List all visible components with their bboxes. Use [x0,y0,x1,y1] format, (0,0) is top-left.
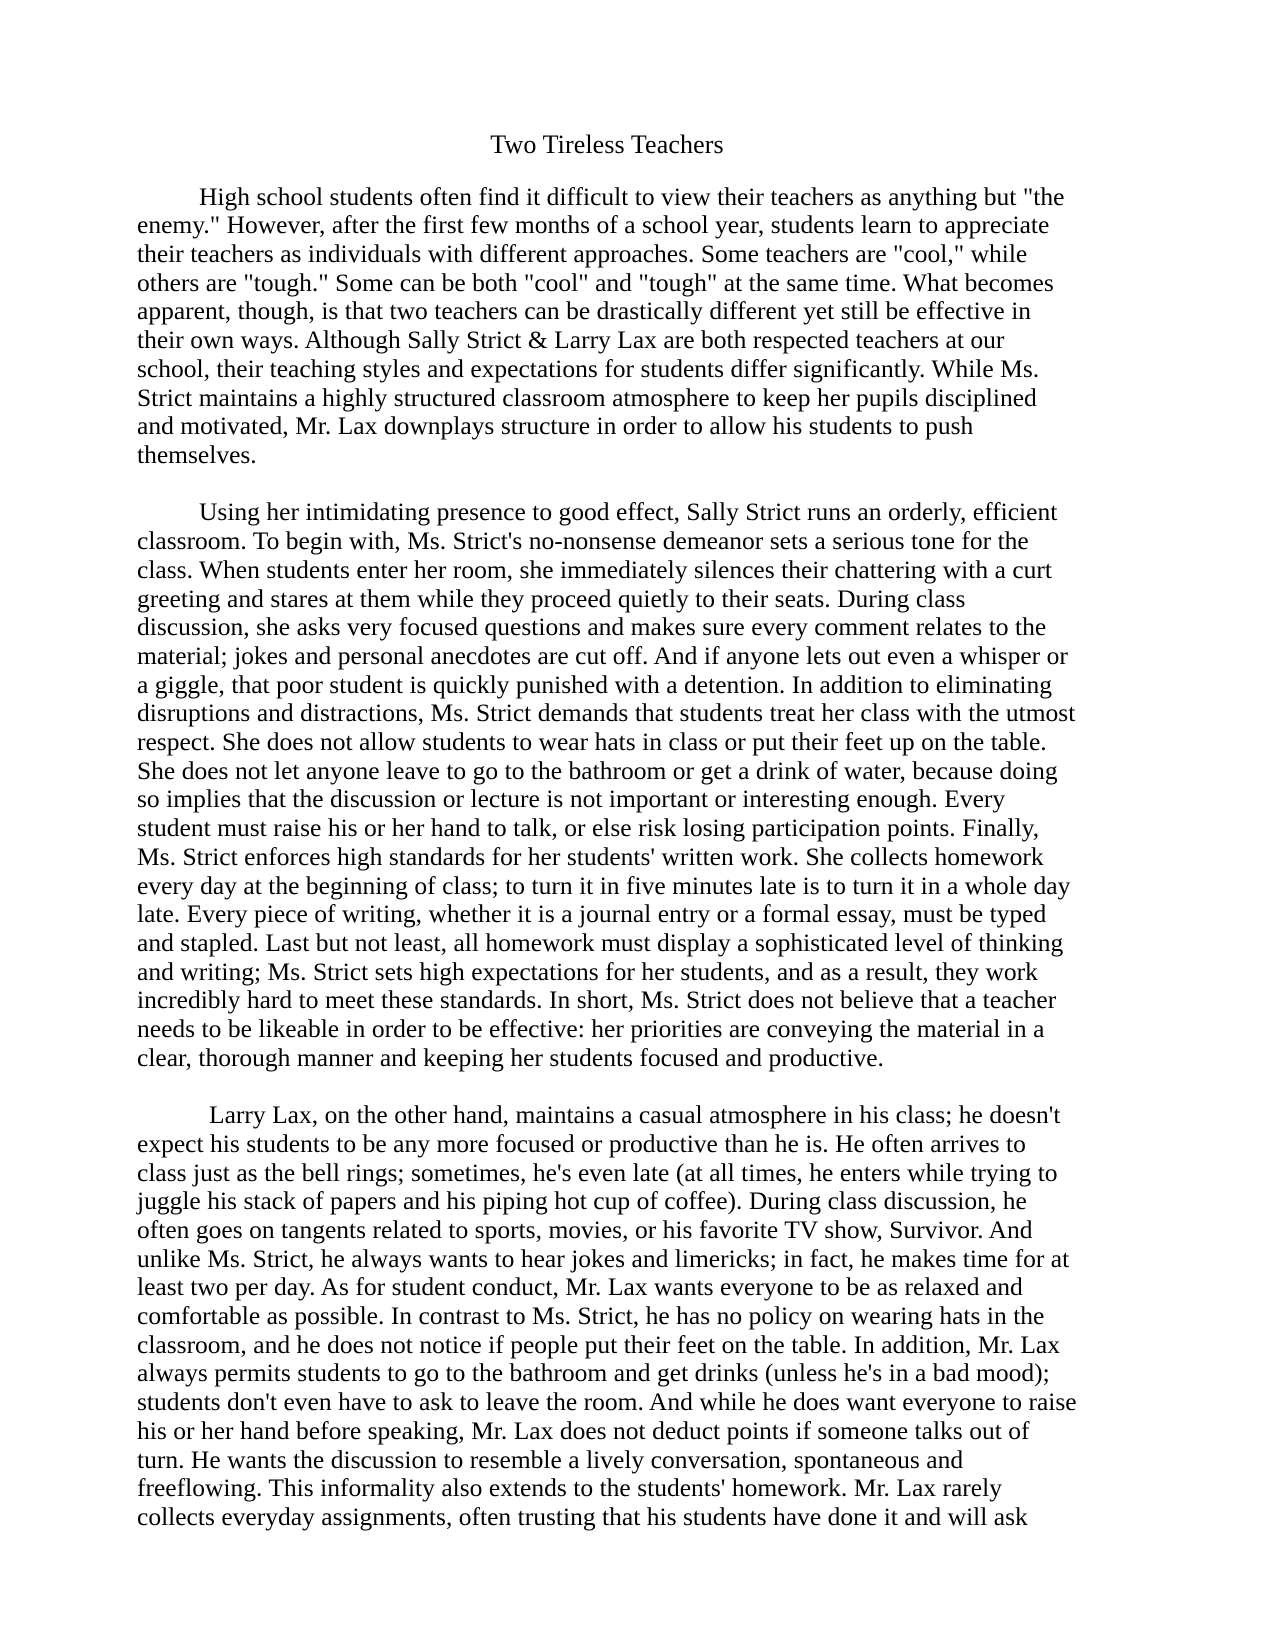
page-title: Two Tireless Teachers [490,130,724,159]
paragraph-sally-strict: Using her intimidating presence to good effect, Sally Strict runs an orderly, efficient classroom. To begin with, Ms. Strict's no-nonsense demeanor sets a serious tone for the class. When students enter her room, she immediately silences their chattering with a curt greeting and stares at them while they proceed quietly to their seats. During class discussion, she asks very focused questions and makes sure every comment relates to the material; jokes and personal anecdotes are cut off. And if anyone lets out even a whisper or a giggle, that poor student is quickly punished with a detention. In addition to eliminating disruptions and distractions, Ms. Strict demands that students treat her class with the utmost respect. She does not allow students to wear hats in class or put their feet up on the table. She does not let anyone leave to go to the bathroom or get a drink of water, because doing so implies that the discussion or lecture is not important or interesting enough. Every student must raise his or her hand to talk, or else risk losing participation points. Finally, Ms. Strict enforces high standards for her students' written work. She collects homework every day at the beginning of class; to turn it in five minutes late is to turn it in a whole day late. Every piece of writing, whether it is a journal entry or a formal essay, must be typed and stapled. Last but not least, all homework must display a sophisticated level of thinking and writing; Ms. Strict sets high expectations for her students, and as a result, they work incredibly hard to meet these standards. In short, Ms. Strict does not believe that a teacher needs to be likeable in order to be effective: her priorities are conveying the material in a clear, thorough manner and keeping her students focused and productive. [137,497,1076,1072]
paragraph-larry-lax: Larry Lax, on the other hand, maintains a casual atmosphere in his class; he doesn't expect his students to be any more focused or productive than he is. He often arrives to class just as the bell rings; sometimes, he's even late (at all times, he enters while trying to juggle his stack of papers and his piping hot cup of coffee). During class discussion, he often goes on tangents related to sports, movies, or his favorite TV show, Survivor. And unlike Ms. Strict, he always wants to hear jokes and limericks; in fact, he makes time for at least two per day. As for student conduct, Mr. Lax wants everyone to be as relaxed and comfortable as possible. In contrast to Ms. Strict, he has no policy on wearing hats in the classroom, and he does not notice if people put their feet on the table. In addition, Mr. Lax always permits students to go to the bathroom and get drinks (unless he's in a bad mood); students don't even have to ask to leave the room. And while he does want everyone to raise his or her hand before speaking, Mr. Lax does not deduct points if someone talks out of turn. He wants the discussion to resemble a lively conversation, spontaneous and freeflowing. This informality also extends to the students' homework. Mr. Lax rarely collects everyday assignments, often trusting that his students have done it and will ask [137,1100,1077,1531]
document-body [137,130,1077,1532]
paragraph-intro: High school students often find it difficult to view their teachers as anything but "the enemy." However, after the first few months of a school year, students learn to appreciate their teachers as individuals with different approaches. Some teachers are "cool," while others are "tough." Some can be both "cool" and "tough" at the same time. What becomes apparent, though, is that two teachers can be drastically different yet still be effective in their own ways. Although Sally Strict & Larry Lax are both respected teachers at our school, their teaching styles and expectations for students differ significantly. While Ms. Strict maintains a highly structured classroom atmosphere to keep her pupils disciplined and motivated, Mr. Lax downplays structure in order to allow his students to push themselves. [137,181,1065,469]
